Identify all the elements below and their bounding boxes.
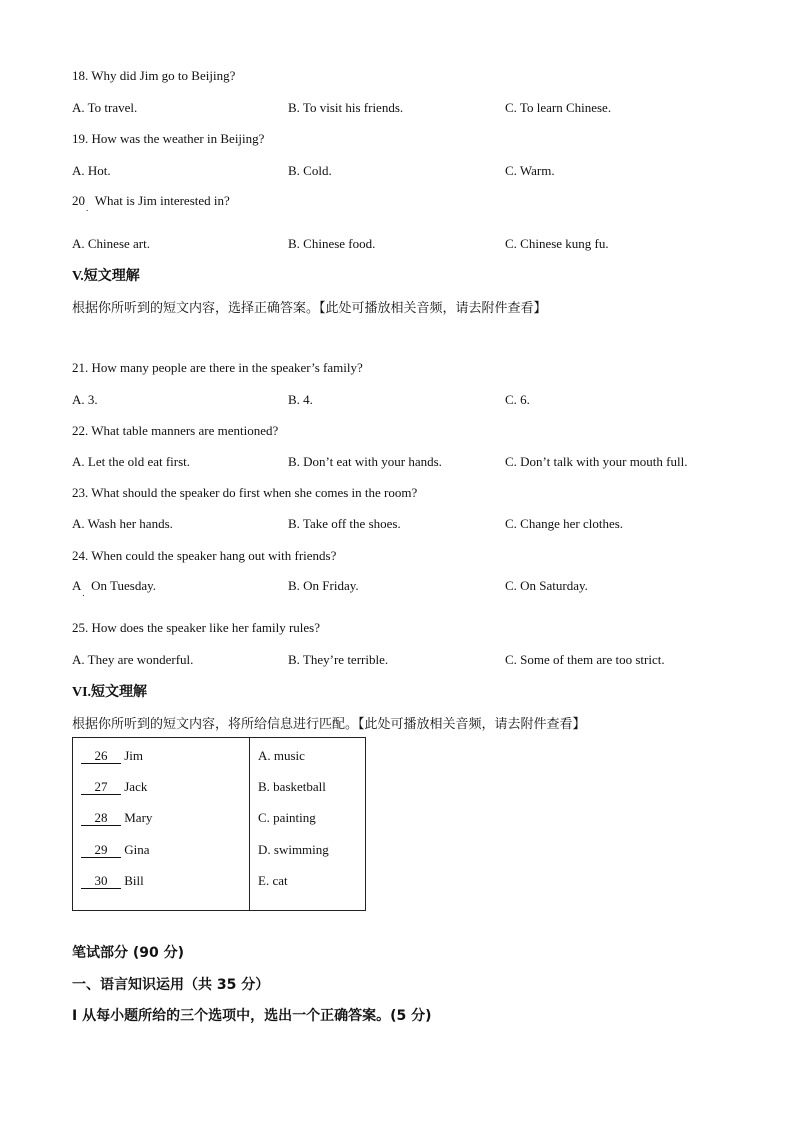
question-23-option-a: A. Wash her hands.: [72, 516, 173, 531]
matching-option: A. music: [258, 748, 305, 763]
matching-option: D. swimming: [258, 841, 329, 857]
matching-row: [81, 873, 241, 904]
question-22-option-a: A. Let the old eat first.: [72, 454, 191, 469]
answer-blank-28[interactable]: 28: [81, 811, 121, 826]
matching-right-column: [250, 738, 366, 911]
question-20-number: 20: [72, 193, 85, 208]
question-24-option-b: B. On Friday.: [288, 578, 359, 593]
question-21-option-b: B. 4.: [288, 392, 313, 407]
matching-row: [81, 748, 241, 779]
question-22-option-b: B. Don’t eat with your hands.: [288, 454, 442, 469]
question-24-stem: 24. When could the speaker hang out with friends?: [72, 548, 337, 563]
answer-blank-27[interactable]: 27: [81, 780, 121, 795]
question-20-option-b: B. Chinese food.: [288, 236, 376, 251]
question-23-option-b: B. Take off the shoes.: [288, 516, 401, 531]
answer-blank-30[interactable]: 30: [81, 874, 121, 889]
question-20-options: [72, 236, 722, 254]
question-20-text: What is Jim interested in?: [94, 193, 230, 208]
section-6-instruction: 根据你所听到的短文内容，将所给信息进行匹配。【此处可播放相关音频，请去附件查看】: [72, 717, 586, 732]
question-24-option-a: A. On Tuesday.: [72, 578, 157, 598]
question-24-option-a-text: On Tuesday.: [91, 578, 157, 593]
written-subsection-1-title: I 从每小题所给的三个选项中，选出一个正确答案。(5 分): [72, 1008, 432, 1024]
section-5-instruction: 根据你所听到的短文内容，选择正确答案。【此处可播放相关音频，请去附件查看】: [72, 301, 547, 316]
question-20-option-c: C. Chinese kung fu.: [505, 236, 609, 251]
question-24-option-c: C. On Saturday.: [505, 578, 588, 593]
question-25-options: [72, 652, 722, 670]
question-19-option-a: A. Hot.: [72, 163, 111, 178]
question-18-option-c: C. To learn Chinese.: [505, 100, 612, 115]
matching-left-column: [73, 738, 250, 911]
matching-option: C. painting: [258, 810, 316, 826]
section-5-title: V.短文理解: [72, 269, 140, 284]
section-6-title: VI.短文理解: [72, 685, 148, 700]
question-19-options: [72, 163, 722, 181]
question-20-option-a: A. Chinese art.: [72, 236, 150, 251]
written-part-title: 笔试部分 (90 分): [72, 945, 185, 961]
matching-name: Bill: [124, 872, 144, 888]
matching-row: [81, 810, 241, 841]
question-21-option-a: A. 3.: [72, 392, 98, 407]
matching-row: [81, 779, 241, 810]
question-18-options: [72, 100, 722, 118]
matching-table: [72, 737, 366, 911]
matching-name: Jack: [124, 779, 148, 795]
question-22-option-c: C. Don’t talk with your mouth full.: [505, 454, 688, 469]
question-18-stem: 18. Why did Jim go to Beijing?: [72, 68, 236, 83]
question-21-option-c: C. 6.: [505, 392, 530, 407]
question-25-option-b: B. They’re terrible.: [288, 652, 389, 667]
question-22-stem: 22. What table manners are mentioned?: [72, 423, 279, 438]
matching-option: E. cat: [258, 872, 288, 888]
question-21-options: [72, 392, 722, 410]
question-24-option-a-letter: A: [72, 578, 82, 593]
written-section-1-title: 一、语言知识运用（共 35 分）: [72, 977, 270, 993]
question-22-options: [72, 454, 722, 472]
question-25-option-c: C. Some of them are too strict.: [505, 652, 665, 667]
matching-row: [81, 842, 241, 873]
matching-name: Jim: [124, 748, 144, 763]
question-18-option-b: B. To visit his friends.: [288, 100, 404, 115]
question-20-stem: 20. What is Jim interested in?: [72, 193, 230, 213]
question-25-stem: 25. How does the speaker like her family rules?: [72, 620, 321, 635]
question-25-option-a: A. They are wonderful.: [72, 652, 194, 667]
answer-blank-29[interactable]: 29: [81, 843, 121, 858]
question-19-option-c: C. Warm.: [505, 163, 555, 178]
question-19-stem: 19. How was the weather in Beijing?: [72, 131, 265, 146]
matching-option: B. basketball: [258, 779, 326, 795]
matching-name: Gina: [124, 841, 150, 857]
matching-name: Mary: [124, 810, 153, 826]
question-23-stem: 23. What should the speaker do first when she comes in the room?: [72, 485, 418, 500]
answer-blank-26[interactable]: 26: [81, 749, 121, 764]
question-21-stem: 21. How many people are there in the speaker’s family?: [72, 360, 363, 375]
question-23-option-c: C. Change her clothes.: [505, 516, 624, 531]
question-19-option-b: B. Cold.: [288, 163, 332, 178]
question-18-option-a: A. To travel.: [72, 100, 138, 115]
question-24-options: [72, 578, 722, 596]
question-23-options: [72, 516, 722, 534]
